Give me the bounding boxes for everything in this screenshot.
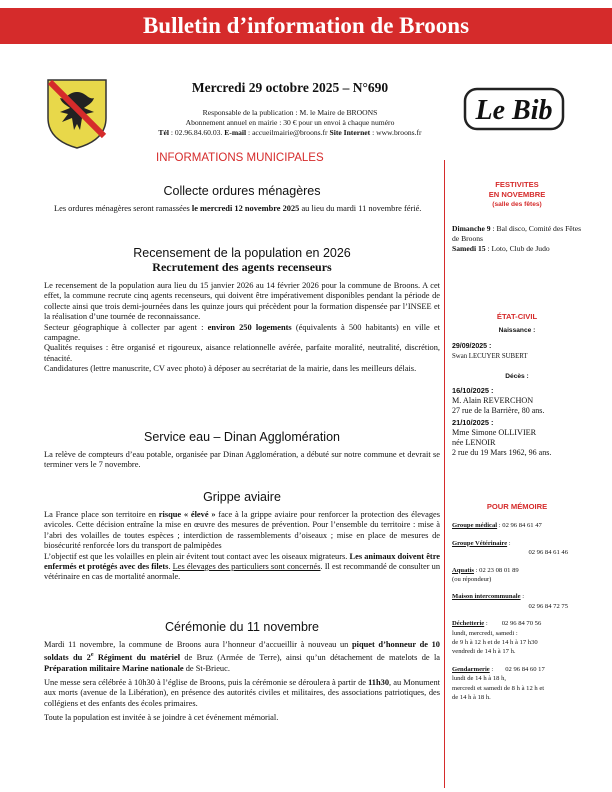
memoire-item bbox=[452, 539, 582, 548]
memoire-phone[interactable]: 02 23 08 01 89 bbox=[479, 566, 519, 574]
memoire-sep: : bbox=[507, 539, 511, 547]
article-eau-title: Service eau – Dinan Agglomération bbox=[144, 430, 340, 444]
gendarmerie-hours-3: de 14 h à 18 h. bbox=[452, 694, 491, 702]
sidebar-etat-civil bbox=[452, 312, 582, 458]
article-ceremonie bbox=[44, 620, 440, 724]
deces-1-detail: 27 rue de la Barrière, 80 ans. bbox=[452, 406, 545, 415]
memoire-item bbox=[452, 566, 582, 575]
dechetterie-hours-2: de 9 h à 12 h et de 14 h à 17 h30 bbox=[452, 639, 538, 647]
tel-value: : 02.96.84.60.03. bbox=[168, 128, 225, 137]
sidebar-memoire bbox=[452, 502, 582, 703]
ceremonie-p1e: Préparation militaire Marine nationale bbox=[44, 663, 184, 673]
deces-label: Décès : bbox=[505, 373, 529, 380]
tel-label: Tél bbox=[158, 128, 169, 137]
ordures-text-a: Les ordures ménagères seront ramassées bbox=[54, 204, 192, 213]
bulletin-title: Bulletin d’information de Broons bbox=[142, 13, 470, 38]
deces-2-name: Mme Simone OLLIVIER bbox=[452, 428, 537, 437]
ceremonie-p1a: Mardi 11 novembre, la commune de Broons aura l’honneur d’accueillir à nouveau un bbox=[44, 640, 352, 649]
ceremonie-sup: e bbox=[90, 652, 94, 659]
memoire-sep: : bbox=[484, 620, 488, 628]
grippe-p1a: La France place son territoire en bbox=[44, 510, 159, 519]
deces-2-name2: née LENOIR bbox=[452, 438, 496, 447]
article-recensement bbox=[44, 246, 440, 375]
memoire-phone[interactable]: 02 96 84 72 75 bbox=[528, 602, 568, 610]
memoire-label: Maison intercommunale bbox=[452, 593, 521, 601]
grippe-p2c: . bbox=[168, 562, 173, 572]
article-eau bbox=[44, 430, 440, 471]
contact-line bbox=[120, 128, 460, 138]
memoire-sep: : bbox=[520, 593, 525, 601]
deces-2-detail: 2 rue du 19 Mars 1962, 96 ans. bbox=[452, 448, 552, 457]
festivites-subtitle: (salle des fêtes) bbox=[492, 201, 542, 208]
festivites-event-2 bbox=[452, 244, 582, 254]
ceremonie-p1b: piquet d’honneur de 10 soldats du 2 bbox=[44, 640, 440, 663]
recensement-p3: Qualités requises : être organisé et rigoureux, aisance relationnelle avérée, parfaite moralité, neutralité, discrétion, ténacité. bbox=[44, 343, 440, 363]
article-ordures-text bbox=[44, 204, 440, 214]
event-1-date: Dimanche 9 bbox=[452, 224, 491, 233]
dechetterie-hours-1: lundi, mercredi, samedi : bbox=[452, 629, 518, 637]
website-label: Site Internet bbox=[329, 128, 371, 137]
gendarmerie-phone[interactable]: 02 96 84 60 17 bbox=[505, 665, 545, 673]
ceremonie-p2a: Une messe sera célébrée à 10h30 à l’église de Broons, puis la cérémonie se déroulera à partir de bbox=[44, 678, 369, 688]
memoire-sep: : bbox=[474, 566, 480, 574]
article-recensement-title: Recensement de la population en 2026 bbox=[133, 246, 351, 260]
dechetterie-hours-3: vendredi de 14 h à 17 h. bbox=[452, 648, 516, 656]
festivites-title1: FESTIVITES bbox=[495, 180, 539, 189]
recensement-p4: Candidatures (lettre manuscrite, CV avec photo) à déposer au secrétariat de la mairie, dans les meilleurs délais. bbox=[44, 364, 417, 374]
recensement-p1: Le recensement de la population aura lieu du 15 janvier 2026 au 14 février 2026 pour la commune de Broons. A cet effet, la commune recrute cinq agents recenseurs, qui doivent être impérativement disponibles pendant la période de collecte ainsi que trois demi-journées dans les quinze jours qui précèdent pour la formation dispensée par l’INSEE et la réalisation d’une tournée de reconnaissance. bbox=[44, 281, 440, 322]
deces-2-date: 21/10/2025 : bbox=[452, 418, 494, 427]
article-recensement-subtitle: Recrutement des agents recenseurs bbox=[152, 260, 332, 274]
memoire-sep: : bbox=[497, 522, 503, 530]
naissance-date: 29/09/2025 : bbox=[452, 343, 492, 350]
naissance-name: Swan LECUYER SUBERT bbox=[452, 353, 528, 360]
memoire-item bbox=[452, 619, 582, 628]
issue-date: Mercredi 29 octobre 2025 – N°690 bbox=[191, 80, 389, 95]
memoire-item bbox=[452, 665, 582, 674]
ceremonie-p3: Toute la population est invitée à se joindre à cet événement mémorial. bbox=[44, 713, 279, 723]
naissance-label: Naissance : bbox=[498, 327, 536, 334]
memoire-phone[interactable]: 02 96 84 70 56 bbox=[501, 620, 542, 628]
grippe-p2e: . Il est recommandé de consulter un vétérinaire en cas de mortalité anormale. bbox=[44, 562, 441, 582]
website-value[interactable]: : www.broons.fr bbox=[370, 128, 422, 137]
ceremonie-p2 bbox=[44, 678, 440, 709]
ordures-date: le mercredi 12 novembre 2025 bbox=[191, 204, 300, 213]
event-2-text: : Loto, Club de Judo bbox=[485, 244, 550, 253]
etat-civil-title: ÉTAT-CIVIL bbox=[496, 312, 538, 321]
event-2-date: Samedi 15 bbox=[452, 244, 486, 253]
bulletin-title-banner bbox=[0, 8, 612, 44]
memoire-label: Déchetterie bbox=[452, 620, 485, 628]
section-title: INFORMATIONS MUNICIPALES bbox=[156, 152, 324, 164]
article-ordures-title: Collecte ordures ménagères bbox=[163, 184, 321, 198]
grippe-risk-level: risque « élevé » bbox=[158, 510, 216, 519]
recensement-p2 bbox=[44, 323, 440, 344]
article-eau-text: La relève de compteurs d’eau potable, organisée par Dinan Agglomération, a débuté sur notre commune et devrait se terminer vers le 7 novembre. bbox=[44, 450, 440, 470]
memoire-label: Groupe médical bbox=[452, 522, 498, 530]
article-ceremonie-title: Cérémonie du 11 novembre bbox=[164, 620, 320, 634]
ordures-text-c: au lieu du mardi 11 novembre férié. bbox=[299, 204, 422, 213]
masthead bbox=[120, 80, 460, 138]
memoire-sep: : bbox=[489, 665, 494, 673]
column-divider bbox=[444, 160, 445, 788]
grippe-p2b: Les animaux doivent être enfermés et protégés avec des filets bbox=[44, 551, 440, 572]
article-grippe bbox=[44, 490, 440, 583]
memoire-note: (ou répondeur) bbox=[452, 576, 492, 584]
subscription-info: Abonnement annuel en mairie : 30 € pour un envoi à chaque numéro bbox=[185, 118, 395, 127]
memoire-title: POUR MÉMOIRE bbox=[486, 502, 548, 511]
deces-1-name: M. Alain REVERCHON bbox=[452, 396, 534, 405]
gendarmerie-hours-2: mercredi et samedi de 8 h à 12 h et bbox=[452, 684, 545, 692]
grippe-p1 bbox=[44, 510, 440, 552]
grippe-p2 bbox=[44, 552, 440, 583]
deces-1-date: 16/10/2025 : bbox=[452, 386, 494, 395]
gendarmerie-hours-1: lundi de 14 h à 18 h, bbox=[452, 675, 507, 683]
ceremonie-time: 11h30 bbox=[368, 678, 390, 688]
memoire-phone[interactable]: 02 96 84 61 46 bbox=[528, 549, 568, 557]
le-bib-logo bbox=[463, 86, 565, 132]
memoire-phone[interactable]: 02 96 84 61 47 bbox=[502, 522, 542, 530]
ceremonie-p1f: de St-Brieuc. bbox=[183, 663, 230, 673]
logo-text: Le Bib bbox=[475, 95, 553, 126]
grippe-p2d: Les élevages des particuliers sont concernés bbox=[172, 562, 321, 572]
ceremonie-p1 bbox=[44, 640, 440, 674]
email-label: E-mail bbox=[224, 128, 247, 137]
article-ordures bbox=[44, 184, 440, 214]
ceremonie-p2c: , au Monument aux morts (avenue de la Libération), en présence des autorités civiles et militaires, des associations patriotiques, des collégiens et des enfants des écoles primaires. bbox=[44, 678, 440, 708]
article-grippe-title: Grippe aviaire bbox=[203, 490, 281, 504]
memoire-item bbox=[452, 521, 582, 530]
memoire-item bbox=[452, 592, 582, 601]
publication-responsible: Responsable de la publication : M. le Maire de BROONS bbox=[202, 108, 378, 117]
recensement-p2a: Secteur géographique à collecter par agent : bbox=[44, 322, 208, 332]
ceremonie-p1d: de Bruz (Armée de Terre), ainsi qu’un détachement de matelots de la bbox=[180, 653, 441, 663]
recensement-p2c: (équivalents à 500 habitants) en ville et campagne. bbox=[44, 322, 440, 343]
ceremonie-p1c: Régiment du matériel bbox=[93, 653, 181, 663]
sidebar-festivites bbox=[452, 180, 582, 254]
festivites-title2: EN NOVEMBRE bbox=[488, 190, 546, 199]
event-1-text: : Bal disco, Comité des Fêtes de Broons bbox=[452, 224, 582, 243]
email-value[interactable]: : accueilmairie@broons.fr bbox=[246, 128, 330, 137]
memoire-label: Groupe Vétérinaire bbox=[452, 539, 508, 547]
gendarmerie-label: Gendarmerie bbox=[452, 665, 490, 673]
recensement-logements: environ 250 logements bbox=[207, 322, 292, 332]
grippe-p2a: L’objectif est que les volailles en plein air évitent tout contact avec les oiseaux migrateurs. bbox=[44, 551, 350, 561]
memoire-label: Aquatis bbox=[452, 566, 474, 574]
festivites-event-1 bbox=[452, 224, 582, 244]
grippe-p1c: face à la grippe aviaire pour renforcer la protection des élevages avicoles. Cette décision entraîne la mise en œuvre des mesures de prévention. Pour l’ensemble du territoire : mise à l’abri des volailles de toutes espèces ; interdiction de rassemblements d’oiseaux ; mise en place de mesures de biosécurité renforcée lors du transport de palmipèdes bbox=[44, 510, 440, 551]
coat-of-arms-icon bbox=[46, 78, 108, 150]
